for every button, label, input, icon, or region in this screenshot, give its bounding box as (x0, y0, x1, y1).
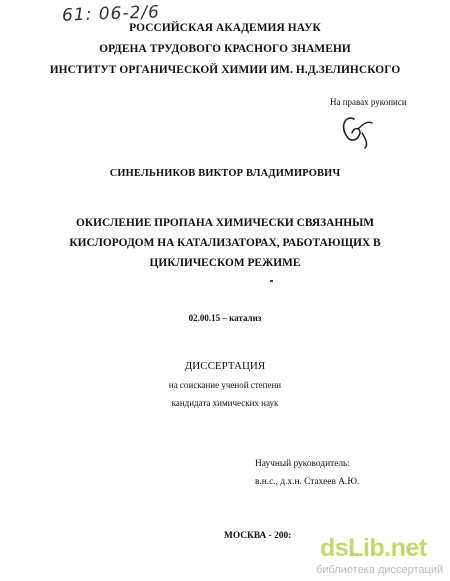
title-line-1: ОКИСЛЕНИЕ ПРОПАНА ХИМИЧЕСКИ СВЯЗАННЫМ (75, 217, 375, 229)
watermark (316, 534, 450, 581)
org-order: ОРДЕНА ТРУДОВОГО КРАСНОГО ЗНАМЕНИ (99, 43, 351, 55)
dissertation-type: ДИССЕРТАЦИЯ (184, 360, 266, 372)
degree-line-2: кандидата химических наук (171, 398, 279, 408)
specialty-code: 02.00.15 – катализ (188, 313, 262, 323)
watermark-logo: dsLib.net (320, 534, 427, 562)
handwritten-catalog-number: 61: 06-2/6 (61, 2, 161, 26)
signature-icon (338, 113, 378, 149)
author-name: СИНЕЛЬНИКОВ ВИКТОР ВЛАДИМИРОВИЧ (109, 168, 341, 179)
org-institute: ИНСТИТУТ ОРГАНИЧЕСКОЙ ХИМИИ ИМ. Н.Д.ЗЕЛИНСКОГО (49, 64, 401, 76)
degree-line-1: на соискание ученой степени (168, 380, 282, 390)
rights-note: На правах рукописи (330, 97, 407, 107)
city-year: МОСКВА - 200: (224, 531, 292, 541)
org-academy: РОССИЙСКАЯ АКАДЕМИЯ НАУК (129, 22, 321, 34)
title-line-3: ЦИКЛИЧЕСКОМ РЕЖИМЕ (149, 257, 301, 269)
supervisor-name: в.н.с., д.х.н. Стахеев А.Ю. (255, 477, 360, 487)
title-line-2: КИСЛОРОДОМ НА КАТАЛИЗАТОРАХ, РАБОТАЮЩИХ В (69, 237, 381, 249)
watermark-caption: библиотека диссертаций (316, 564, 444, 576)
scan-speck (270, 280, 273, 282)
supervisor-label: Научный руководитель: (255, 459, 350, 469)
